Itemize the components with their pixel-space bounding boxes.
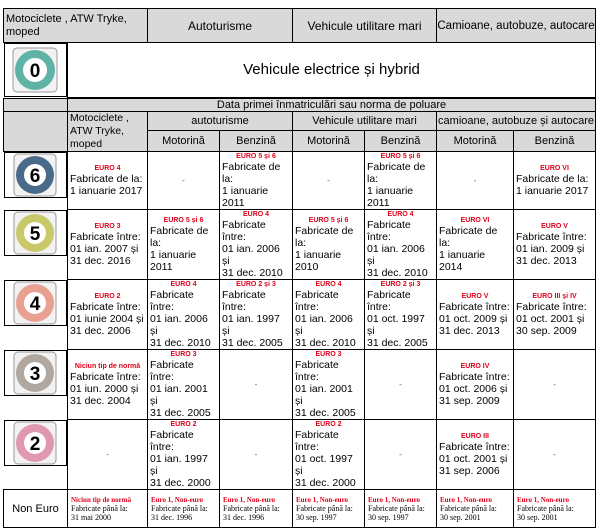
date-text: Fabricate până la: [368, 503, 425, 513]
empty-cell: - [514, 350, 596, 420]
norm-label: EURO 4 [387, 211, 414, 218]
date-text: 1 ianuarie 2011 [150, 249, 197, 273]
norm-label: EURO VI [540, 165, 569, 172]
norm-label: EURO 2 și 3 [380, 281, 421, 288]
non-euro-cell [293, 490, 365, 528]
electric-header-row [4, 9, 596, 43]
date-text: 31 dec. 2010 [150, 337, 211, 349]
date-text: 31 sep. 2009 [439, 395, 500, 407]
empty-cell: - [148, 152, 220, 210]
non-euro-row [4, 490, 596, 528]
sticker-4-icon [13, 281, 57, 325]
norm-label: Euro 1, Non-euro [223, 495, 276, 504]
non-euro-cell [514, 490, 596, 528]
group-header-row [4, 112, 596, 131]
sticker-row-3 [4, 350, 596, 420]
date-text: 30 sep. 2001 [517, 512, 558, 522]
date-text: 31 mai 2000 [71, 512, 111, 522]
norm-cell [514, 210, 596, 280]
date-text: Fabricate până la: [517, 503, 574, 513]
sub-header: Motorină [437, 131, 514, 152]
date-text: Fabricate până la: [440, 503, 497, 513]
norm-label: Euro 1, Non-euro [368, 495, 421, 504]
date-text: Fabricate între: [70, 231, 141, 243]
date-text: Fabricate între: [70, 301, 141, 313]
norm-cell [437, 420, 514, 490]
empty-cell: - [514, 420, 596, 490]
norm-cell [365, 280, 437, 350]
norm-cell [148, 210, 220, 280]
sticker-row-2 [4, 420, 596, 490]
norm-label: EURO 3 [170, 351, 197, 358]
norm-label: EURO 4 [242, 211, 270, 218]
norm-cell [148, 420, 220, 490]
date-text: 1 ianuarie 2017 [516, 185, 589, 197]
norm-label: EURO IV [460, 363, 490, 370]
date-text: 31 dec. 1996 [223, 512, 265, 522]
date-text: 31 dec. 2016 [70, 255, 131, 267]
date-text: Fabricate de la: [439, 225, 498, 249]
norm-label: EURO 3 [315, 351, 342, 358]
sticker-6-icon [13, 153, 57, 197]
norm-label: EURO 2 și 3 [236, 281, 276, 288]
badge-number: 3 [29, 363, 41, 385]
date-text: 01 oct. 1997 și [367, 313, 425, 337]
date-text: 30 sep. 2001 [440, 512, 481, 522]
non-euro-cell [365, 490, 437, 528]
sticker-row-6 [4, 152, 596, 210]
norm-label: EURO 2 [170, 421, 197, 428]
group-autoturisme: autoturisme [148, 112, 293, 131]
title-row [4, 99, 596, 112]
date-text: 1 ianuarie 2011 [367, 185, 414, 209]
moto-col-header: Motociclete , ATW Tryke, moped [68, 112, 148, 152]
norm-label: EURO VI [460, 217, 490, 224]
date-text: Fabricate între: [367, 289, 411, 313]
norm-cell [293, 210, 365, 280]
date-text: 31 dec. 2000 [150, 477, 211, 489]
date-text: 01 ian. 2001 și [150, 383, 208, 407]
date-text: 01 ian. 2006 și [367, 243, 425, 267]
autoturisme-header: Autoturisme [148, 9, 293, 43]
empty-cell: - [437, 152, 514, 210]
norm-cell [148, 280, 220, 350]
norm-cell [220, 152, 293, 210]
date-text: Fabricate de la: [516, 173, 589, 185]
sticker-row-5 [4, 210, 596, 280]
badge-number: 6 [29, 166, 41, 187]
moto-header: Motociclete , ATW Tryke, moped [4, 9, 148, 43]
norm-label: EURO III [460, 433, 489, 440]
norm-cell [437, 280, 514, 350]
sticker-5-icon [13, 211, 57, 255]
badge-number: 5 [29, 223, 41, 245]
norm-label: EURO V [461, 293, 489, 300]
date-text: Fabricate între: [150, 429, 194, 453]
badge-cell [4, 350, 68, 396]
badge-0-cell [4, 43, 68, 97]
date-text: 30 sep. 1997 [368, 512, 409, 522]
date-text: 01 ian. 2006 și [150, 313, 208, 337]
date-text: Fabricate de la: [367, 161, 426, 185]
date-text: 31 dec. 2005 [367, 337, 428, 349]
non-euro-cell [68, 490, 148, 528]
date-text: 01 ian. 2001 și [295, 383, 353, 407]
date-text: Fabricate între: [367, 219, 411, 243]
date-text: Fabricate între: [295, 359, 339, 383]
badge-number: 2 [29, 433, 41, 455]
group-utilitare: Vehicule utilitare mari [293, 112, 437, 131]
norm-cell [293, 280, 365, 350]
norm-cell [68, 280, 148, 350]
sticker-row-4 [4, 280, 596, 350]
non-euro-label: Non Euro [4, 490, 68, 528]
date-text: Fabricate între: [70, 371, 141, 383]
date-text: 30 sep. 1997 [296, 512, 337, 522]
norm-label: Niciun tip de normă [74, 363, 141, 370]
date-text: 01 ian. 2006 și [222, 243, 280, 267]
empty-cell: - [220, 420, 293, 490]
date-text: Fabricate între: [439, 441, 510, 453]
date-text: 01 ian. 1997 și [222, 313, 280, 337]
norm-label: EURO 5 și 6 [163, 217, 204, 224]
norm-cell [293, 420, 365, 490]
non-euro-cell [220, 490, 293, 528]
norm-cell [220, 280, 293, 350]
empty-cell: - [293, 152, 365, 210]
date-text: 31 dec. 2005 [295, 407, 356, 419]
norm-label: Niciun tip de normă [71, 495, 132, 504]
norm-label: EURO 2 [94, 293, 121, 300]
date-text: 01 oct. 2006 și [439, 383, 508, 395]
date-text: Fabricate până la: [296, 503, 353, 513]
date-text: 01 ian. 2006 și [295, 313, 353, 337]
date-text: Fabricate de la: [222, 161, 281, 185]
norm-cell [293, 350, 365, 420]
norm-label: Euro 1, Non-euro [296, 495, 349, 504]
norm-label: Euro 1, Non-euro [517, 495, 570, 504]
norm-label: EURO 5 și 6 [308, 217, 349, 224]
badge-cell [4, 280, 68, 326]
norm-cell [365, 152, 437, 210]
date-text: 31 dec. 2006 [70, 325, 131, 337]
non-euro-cell [148, 490, 220, 528]
sub-header: Benzină [365, 131, 437, 152]
date-text: 31 dec. 2013 [439, 325, 500, 337]
norm-label: Euro 1, Non-euro [151, 495, 204, 504]
date-text: 31 dec. 2010 [222, 267, 283, 279]
norm-cell [437, 350, 514, 420]
date-text: 1 ianuarie 2010 [295, 249, 342, 273]
date-text: 01 oct. 2009 și [439, 313, 508, 325]
date-text: Fabricate între: [295, 429, 339, 453]
camioane-header: Camioane, autobuze, autocare [437, 9, 596, 43]
empty-cell: - [365, 350, 437, 420]
sub-header: Motorină [148, 131, 220, 152]
date-text: Fabricate între: [222, 219, 266, 243]
title-corner [4, 99, 68, 112]
date-text: 01 oct. 1997 și [295, 453, 353, 477]
norm-cell [68, 152, 148, 210]
empty-cell: - [220, 350, 293, 420]
date-text: 31 sep. 2006 [439, 465, 500, 477]
electric-row [4, 43, 596, 98]
norm-label: EURO 5 și 6 [236, 153, 276, 160]
norm-label: EURO 4 [315, 281, 342, 288]
date-text: 31 dec. 2000 [295, 477, 356, 489]
date-text: 01 ian. 2009 și [516, 243, 585, 255]
date-text: Fabricate între: [439, 301, 510, 313]
data-rows [4, 152, 596, 490]
norm-cell [514, 280, 596, 350]
date-text: 31 dec. 2005 [150, 407, 211, 419]
sticker-0-icon [12, 47, 58, 93]
norm-cell [220, 210, 293, 280]
sub-header: Motorină [293, 131, 365, 152]
date-text: 1 ianuarie 2017 [70, 185, 143, 197]
date-text: Fabricate între: [516, 301, 587, 313]
badge-0-number: 0 [29, 61, 41, 82]
norm-cell [68, 350, 148, 420]
date-text: Fabricate până la: [223, 503, 280, 513]
badge-cell [4, 152, 68, 198]
date-text: 31 dec. 2005 [222, 337, 283, 349]
empty-cell: - [365, 420, 437, 490]
group-corner [4, 112, 68, 152]
date-text: 30 sep. 2009 [516, 325, 577, 337]
date-text: 01 oct. 2001 și [439, 453, 508, 465]
norm-cell [365, 210, 437, 280]
non-euro-cell [437, 490, 514, 528]
badge-cell [4, 420, 68, 466]
sub-header: Benzină [514, 131, 596, 152]
date-text: 01 iun. 2000 și [70, 383, 139, 395]
pollution-table [3, 98, 596, 528]
date-text: Fabricate de la: [150, 225, 209, 249]
norm-label: EURO III și IV [532, 293, 577, 300]
table-title: Data primei înmatriculări sau norma de poluare [68, 99, 596, 112]
norm-label: EURO 2 [315, 421, 342, 428]
norm-label: EURO V [541, 223, 568, 230]
norm-cell [148, 350, 220, 420]
group-camioane: camioane, autobuze și autocare [437, 112, 596, 131]
norm-cell [514, 152, 596, 210]
date-text: Fabricate de la: [295, 225, 354, 249]
electric-table [3, 8, 596, 98]
electric-label: Vehicule electrice și hybrid [68, 43, 596, 98]
date-text: 1 ianuarie 2014 [439, 249, 486, 273]
date-text: Fabricate între: [516, 231, 587, 243]
utilitare-header: Vehicule utilitare mari [293, 9, 437, 43]
date-text: Fabricate între: [150, 359, 194, 383]
date-text: 31 dec. 1996 [151, 512, 193, 522]
norm-label: EURO 4 [170, 281, 197, 288]
date-text: 01 oct. 2001 și [516, 313, 585, 325]
date-text: Fabricate până la: [151, 503, 208, 513]
norm-label: Euro 1, Non-euro [440, 495, 493, 504]
date-text: Fabricate între: [439, 371, 510, 383]
date-text: Fabricate de la: [70, 173, 143, 185]
date-text: 31 dec. 2010 [367, 267, 428, 279]
date-text: 01 iunie 2004 și [70, 313, 144, 325]
date-text: 01 ian. 2007 și [70, 243, 139, 255]
date-text: Fabricate între: [295, 289, 339, 313]
norm-cell [68, 210, 148, 280]
norm-label: EURO 3 [94, 223, 121, 230]
date-text: 01 ian. 1997 și [150, 453, 208, 477]
norm-label: EURO 4 [94, 165, 121, 172]
date-text: 31 dec. 2013 [516, 255, 577, 267]
sub-header: Benzină [220, 131, 293, 152]
date-text: 1 ianuarie 2011 [222, 185, 269, 209]
date-text: Fabricate între: [150, 289, 194, 313]
date-text: 31 dec. 2004 [70, 395, 131, 407]
sticker-2-icon [13, 421, 57, 465]
date-text: Fabricate între: [222, 289, 266, 313]
sticker-3-icon [13, 351, 57, 395]
badge-cell [4, 210, 68, 256]
badge-number: 4 [29, 293, 41, 315]
date-text: Fabricate până la: [71, 503, 128, 513]
norm-label: EURO 5 și 6 [380, 153, 421, 160]
empty-cell: - [68, 420, 148, 490]
date-text: 31 dec. 2010 [295, 337, 356, 349]
norm-cell [437, 210, 514, 280]
